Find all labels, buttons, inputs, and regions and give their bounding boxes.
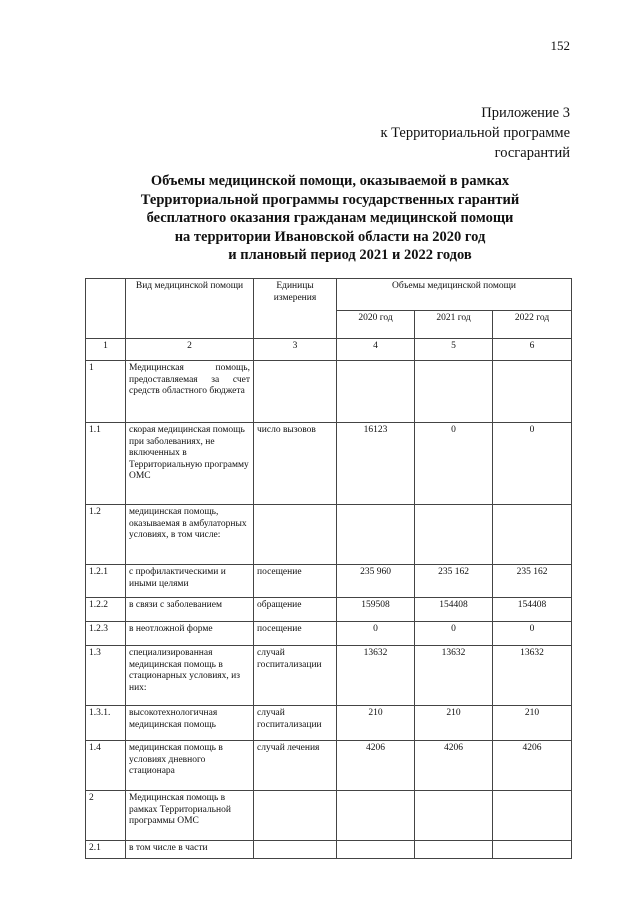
row-unit: случай лечения: [254, 741, 337, 791]
row-number: 2: [86, 791, 126, 841]
row-value-2020: 210: [337, 706, 415, 741]
column-number: 4: [337, 339, 415, 361]
row-value-2020: 4206: [337, 741, 415, 791]
appendix-caption: [380, 103, 570, 163]
row-number: 1.4: [86, 741, 126, 791]
table-row: [86, 565, 572, 598]
title-line-3: бесплатного оказания гражданам медицинской помощи: [146, 210, 514, 226]
table-row: [86, 361, 572, 423]
row-value-2022: [493, 505, 572, 565]
row-unit: число вызовов: [254, 423, 337, 505]
row-number: 1: [86, 361, 126, 423]
row-number: 1.2.2: [86, 598, 126, 622]
document-title: [60, 172, 600, 265]
row-value-2020: [337, 505, 415, 565]
row-value-2020: [337, 791, 415, 841]
row-value-2020: [337, 841, 415, 859]
row-value-2022: [493, 361, 572, 423]
appendix-line-2: к Территориальной программе: [380, 125, 570, 141]
row-value-2021: 235 162: [415, 565, 493, 598]
row-care-type: специализированная медицинская помощь в стационарных условиях, из них:: [126, 646, 254, 706]
row-value-2022: 154408: [493, 598, 572, 622]
header-volumes: Объемы медицинской помощи: [337, 279, 572, 311]
row-number: 1.1: [86, 423, 126, 505]
row-value-2022: 210: [493, 706, 572, 741]
header-year-2021: 2021 год: [415, 311, 493, 339]
row-care-type: медицинская помощь в условиях дневного стационара: [126, 741, 254, 791]
row-care-type: в связи с заболеванием: [126, 598, 254, 622]
row-value-2020: [337, 361, 415, 423]
row-value-2022: 13632: [493, 646, 572, 706]
header-row: [86, 279, 572, 311]
row-value-2021: 0: [415, 423, 493, 505]
table-row: [86, 741, 572, 791]
column-number: 6: [493, 339, 572, 361]
row-care-type: высокотехнологичная медицинская помощь: [126, 706, 254, 741]
row-number: 1.3: [86, 646, 126, 706]
header-units: Единицы измерения: [254, 279, 337, 339]
header-num-cell: [86, 279, 126, 339]
table-row: [86, 423, 572, 505]
row-value-2020: 159508: [337, 598, 415, 622]
row-value-2020: 0: [337, 622, 415, 646]
row-care-type: в том числе в части: [126, 841, 254, 859]
row-value-2022: 0: [493, 423, 572, 505]
column-number: 5: [415, 339, 493, 361]
row-unit: посещение: [254, 565, 337, 598]
title-line-1: Объемы медицинской помощи, оказываемой в рамках: [150, 173, 510, 189]
row-value-2021: 13632: [415, 646, 493, 706]
row-number: 1.2.1: [86, 565, 126, 598]
row-value-2022: 0: [493, 622, 572, 646]
row-value-2022: [493, 791, 572, 841]
row-value-2022: 4206: [493, 741, 572, 791]
row-number: 1.3.1.: [86, 706, 126, 741]
header-year-2022: 2022 год: [493, 311, 572, 339]
row-unit: [254, 791, 337, 841]
title-line-4: на территории Ивановской области на 2020 год: [174, 228, 486, 245]
row-number: 2.1: [86, 841, 126, 859]
row-value-2021: 210: [415, 706, 493, 741]
title-line-5: и плановый период 2021 и 2022 годов: [228, 247, 472, 263]
table-row: [86, 646, 572, 706]
page-number: 152: [550, 38, 570, 53]
row-value-2021: 0: [415, 622, 493, 646]
row-care-type: в неотложной форме: [126, 622, 254, 646]
row-value-2021: [415, 791, 493, 841]
row-care-type: медицинская помощь, оказываемая в амбулаторных условиях, в том числе:: [126, 505, 254, 565]
row-unit: случай госпитализации: [254, 646, 337, 706]
appendix-line-1: Приложение 3: [481, 105, 570, 121]
appendix-line-3: госгарантий: [494, 145, 570, 161]
row-unit: [254, 841, 337, 859]
row-unit: обращение: [254, 598, 337, 622]
row-value-2021: 4206: [415, 741, 493, 791]
volumes-table: [85, 278, 572, 859]
row-unit: [254, 361, 337, 423]
row-value-2020: 235 960: [337, 565, 415, 598]
table-row: [86, 598, 572, 622]
table-row: [86, 791, 572, 841]
header-year-2020: 2020 год: [337, 311, 415, 339]
row-care-type: Медицинская помощь, предоставляемая за счет средств областного бюджета: [126, 361, 254, 423]
row-unit: случай госпитализации: [254, 706, 337, 741]
row-value-2021: [415, 361, 493, 423]
row-value-2021: 154408: [415, 598, 493, 622]
table-row: [86, 841, 572, 859]
row-unit: посещение: [254, 622, 337, 646]
row-value-2020: 16123: [337, 423, 415, 505]
row-unit: [254, 505, 337, 565]
row-care-type: скорая медицинская помощь при заболеваниях, не включенных в Территориальную программу ОМС: [126, 423, 254, 505]
column-numbers-row: [86, 339, 572, 361]
title-line-2: Территориальной программы государственных гарантий: [140, 191, 520, 208]
header-type: Вид медицинской помощи: [126, 279, 254, 339]
column-number: 2: [126, 339, 254, 361]
row-care-type: с профилактическими и иными целями: [126, 565, 254, 598]
table-row: [86, 505, 572, 565]
row-value-2022: 235 162: [493, 565, 572, 598]
row-care-type: Медицинская помощь в рамках Территориальной программы ОМС: [126, 791, 254, 841]
table-row: [86, 706, 572, 741]
table-row: [86, 622, 572, 646]
row-number: 1.2.3: [86, 622, 126, 646]
column-number: 3: [254, 339, 337, 361]
row-value-2021: [415, 505, 493, 565]
column-number: 1: [86, 339, 126, 361]
row-value-2022: [493, 841, 572, 859]
row-value-2020: 13632: [337, 646, 415, 706]
row-number: 1.2: [86, 505, 126, 565]
row-value-2021: [415, 841, 493, 859]
